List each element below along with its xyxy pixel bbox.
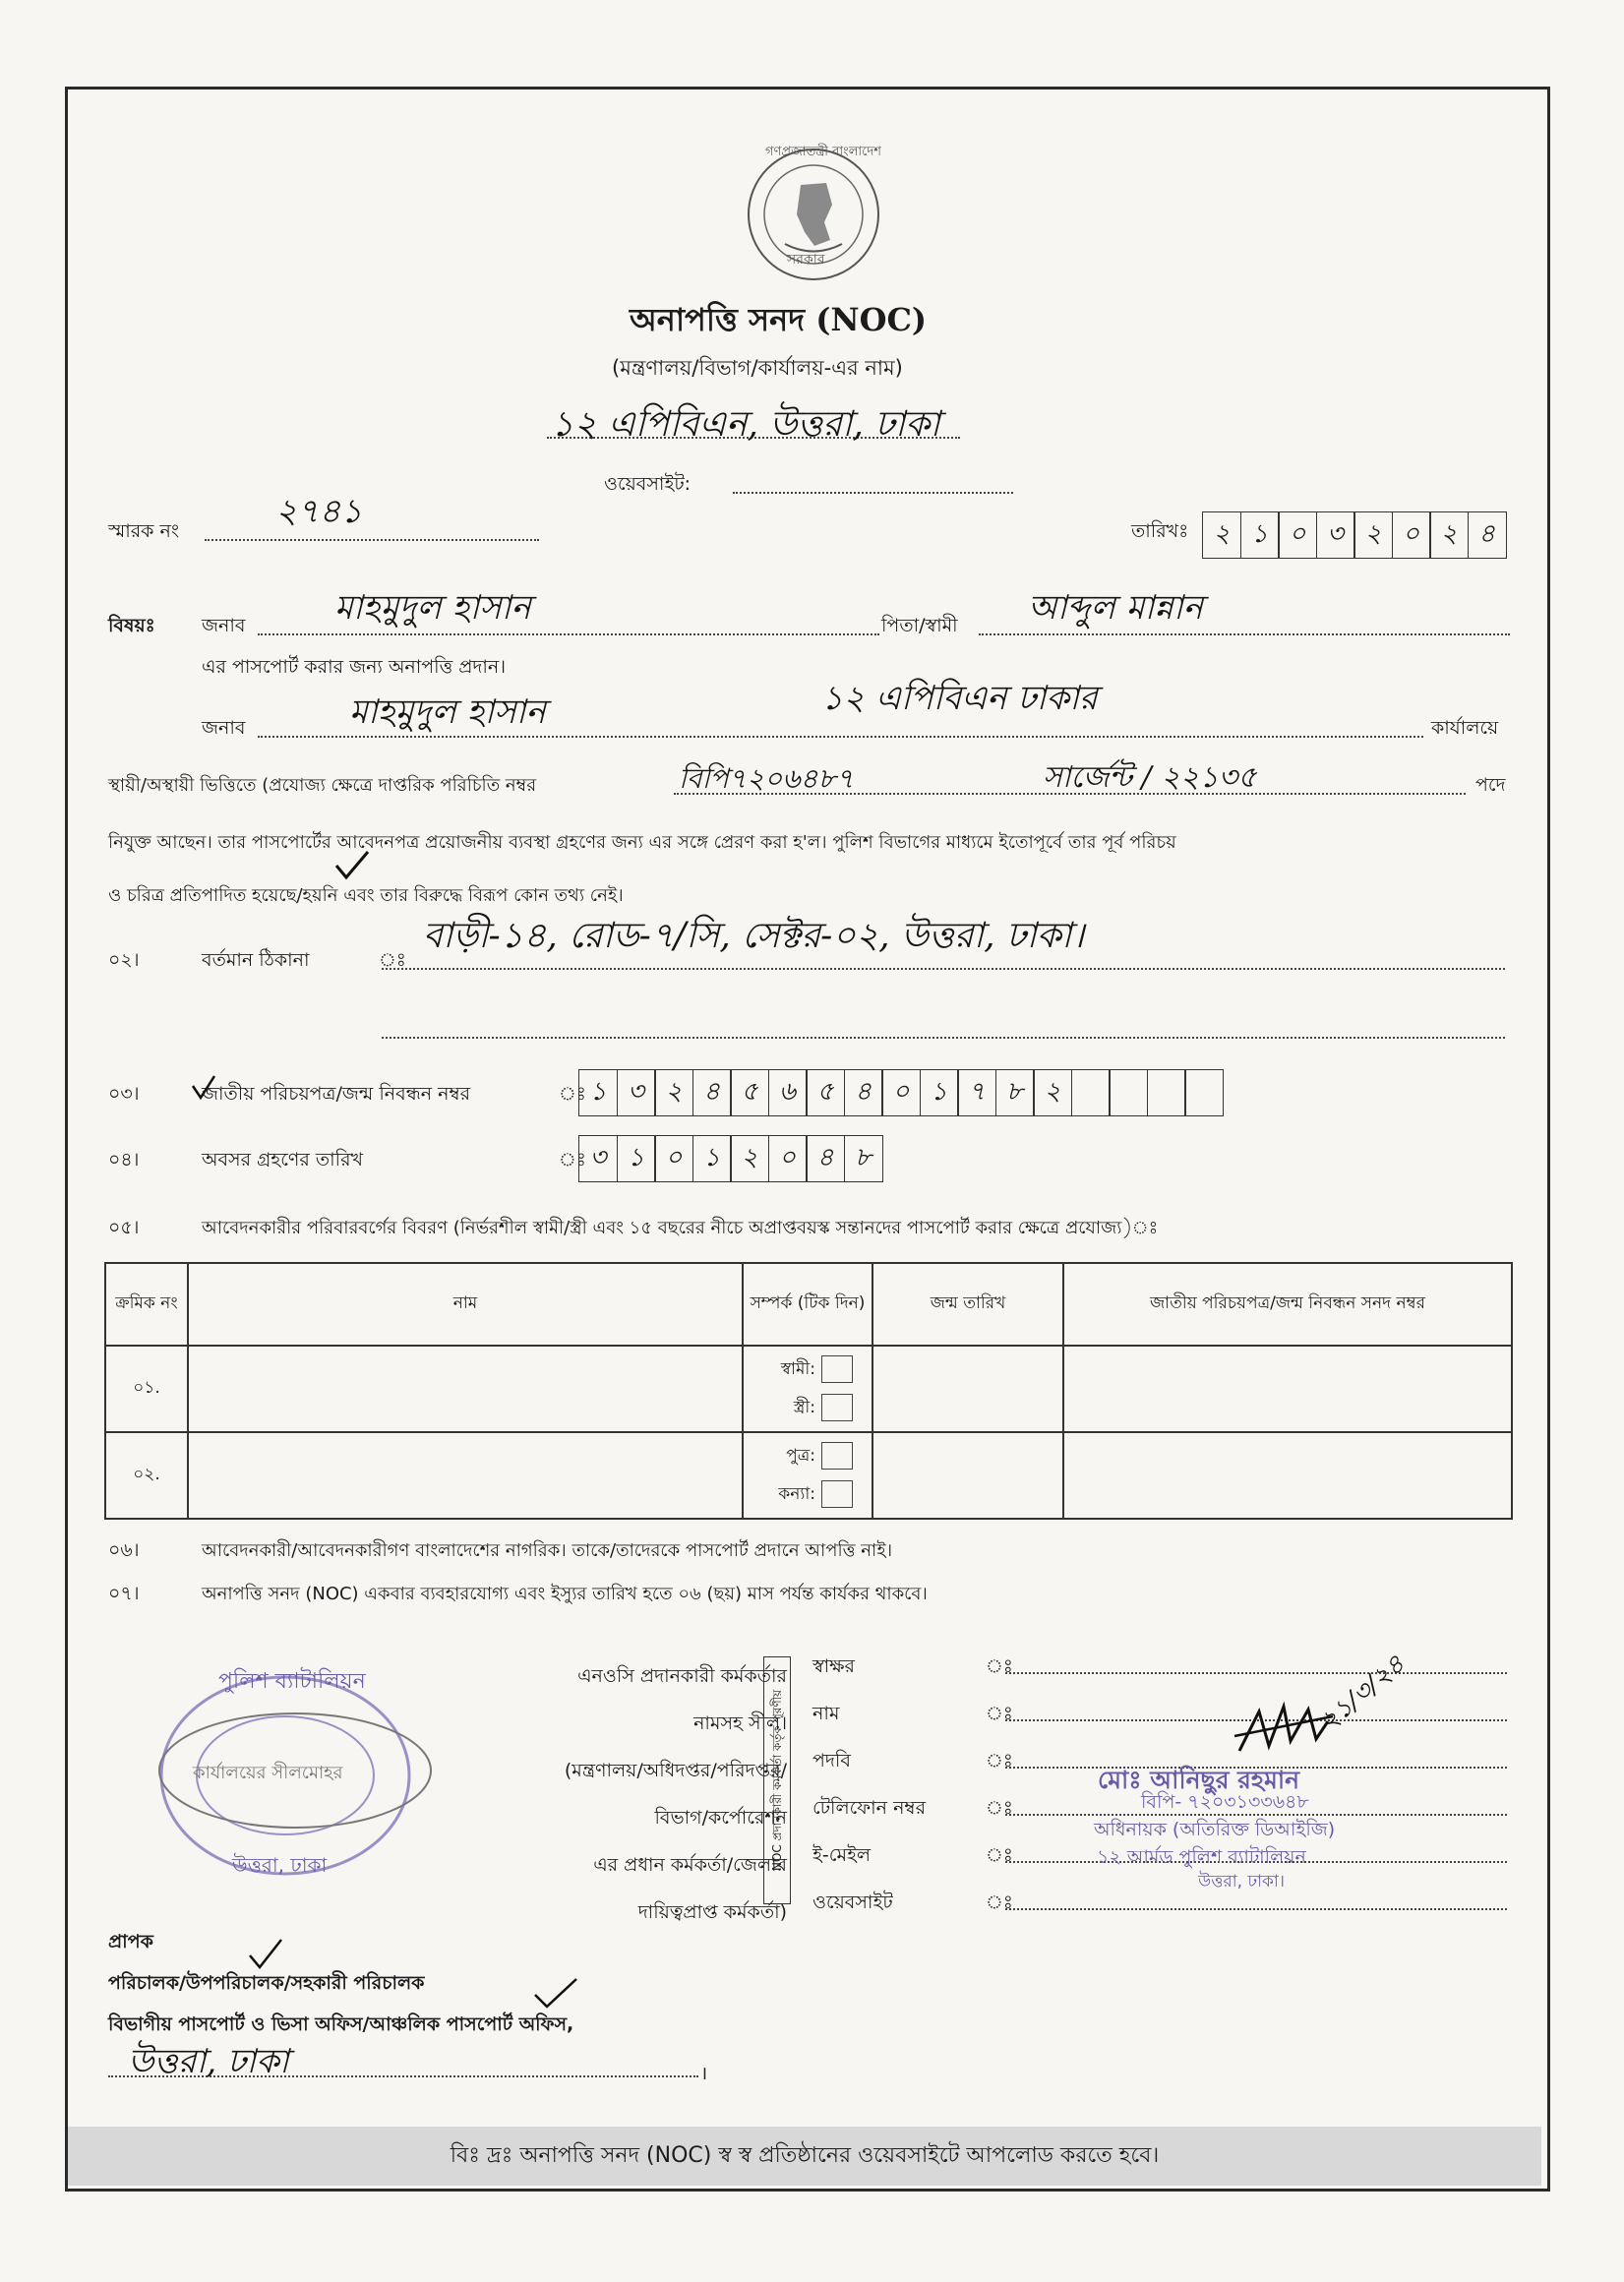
signatory-line: (মন্ত্রণালয়/অধিদপ্তর/পরিদপ্তর/ [564, 1760, 787, 1781]
body-pode: পদে [1475, 774, 1506, 796]
item-06-label: আবেদনকারী/আবেদনকারীগণ বাংলাদেশের নাগরিক। তাকে/তাদেরকে পাসপোর্ট প্রদানে আপত্তি নাই। [202, 1540, 893, 1561]
body-para1: নিযুক্ত আছেন। তার পাসপোর্টের আবেদনপত্র প্রয়োজনীয় ব্যবস্থা গ্রহণের জন্য এর সঙ্গে প্রেরণ করা হ'ল। পুলিশ বিভাগের মাধ্যমে ইতোপূর্বে তার পূর্ব পরিচয় [108, 832, 1176, 853]
subject-name-value: মাহমুদুল হাসান [334, 588, 531, 628]
address-line-1 [382, 968, 1505, 970]
nid-digit [1109, 1069, 1148, 1116]
retire-digit: ১ [617, 1135, 656, 1182]
seal-bp: বিপি- ৭২০৩১৩৩৬৪৮ [1141, 1791, 1309, 1813]
row-serial: ০১. [105, 1346, 188, 1432]
nid-digit: ২ [654, 1069, 693, 1116]
col-dob: জন্ম তারিখ [872, 1263, 1063, 1346]
nid-digit: ৮ [995, 1069, 1035, 1116]
website-line [733, 492, 1013, 494]
colon: ঃ [986, 1892, 1013, 1913]
item-05-number: ০৫। [108, 1217, 140, 1238]
nid-digit: ৭ [957, 1069, 996, 1116]
body-para2: ও চরিত্র প্রতিপাদিত হয়েছে/হয়নি এবং তার বিরুদ্ধে বিরূপ কোন তথ্য নেই। [108, 885, 624, 906]
field-label: নাম [812, 1703, 840, 1724]
colon: ঃ [986, 1750, 1013, 1772]
signatory-line: বিভাগ/কর্পোরেশন [654, 1807, 787, 1829]
signature-date: ২১/৩/২৪ [1314, 1649, 1412, 1737]
date-label: তারিখঃ [1131, 520, 1189, 542]
date-digit: ০ [1278, 511, 1317, 559]
item-04-number: ০৪। [108, 1149, 140, 1171]
seal-unit: ১২ আর্মড পুলিশ ব্যাটালিয়ন [1097, 1846, 1306, 1868]
body-janab-label: জনাব [202, 717, 246, 739]
item-07-label: অনাপত্তি সনদ (NOC) একবার ব্যবহারযোগ্য এবং ইস্যুর তারিখ হতে ০৬ (ছয়) মাস পর্যন্ত কার্যকর থাকবে। [202, 1584, 928, 1604]
item-07-number: ০৭। [108, 1583, 140, 1604]
date-digit: ০ [1392, 511, 1431, 559]
colon: ঃ [986, 1797, 1013, 1819]
item-03-number: ০৩। [108, 1083, 140, 1105]
seal-name: মোঃ আনিছুর রহমান [1098, 1766, 1300, 1794]
signatory-line: দায়িত্বপ্রাপ্ত কর্মকর্তা) [637, 1901, 787, 1923]
checkmark-icon [246, 1936, 285, 1971]
relation-checkbox[interactable] [821, 1442, 853, 1470]
nid-digit [1184, 1069, 1224, 1116]
recipient-line2: বিভাগীয় পাসপোর্ট ও ভিসা অফিস/আঞ্চলিক পাসপোর্ট অফিস, [108, 2013, 574, 2035]
field-label: ওয়েবসাইট [812, 1892, 893, 1913]
footer-note-text: বিঃ দ্রঃ অনাপত্তি সনদ (NOC) স্ব স্ব প্রতিষ্ঠানের ওয়েবসাইটে আপলোড করতে হবে। [450, 2142, 1160, 2168]
body-office-suffix: কার্যালয়ে [1431, 717, 1499, 739]
nid-digit: ০ [881, 1069, 921, 1116]
row-nid-cell [1063, 1432, 1512, 1519]
item-02-number: ০২। [108, 949, 140, 971]
signatory-line: এনওসি প্রদানকারী কর্মকর্তার [577, 1665, 787, 1687]
seal-title: অধিনায়ক (অতিরিক্ত ডিআইজি) [1094, 1819, 1336, 1840]
memo-label: স্মারক নং [108, 520, 180, 542]
relation-label: কন্যা: [778, 1484, 815, 1504]
item-03-colon: ঃ [559, 1083, 586, 1105]
date-digit: ২ [1429, 511, 1469, 559]
field-label: স্বাক্ষর [812, 1655, 855, 1677]
row-dob-cell [872, 1432, 1063, 1519]
col-nid: জাতীয় পরিচয়পত্র/জন্ম নিবন্ধন সনদ নম্বর [1063, 1263, 1512, 1346]
date-boxes [1202, 511, 1505, 559]
relation-checkbox[interactable] [821, 1394, 853, 1421]
website-label: ওয়েবসাইট: [604, 473, 692, 495]
checkmark-icon [531, 1975, 580, 2011]
footer-note [68, 2127, 1541, 2186]
retire-date-boxes [578, 1135, 881, 1182]
address-value: বাড়ী-১৪, রোড-৭/সি, সেক্টর-০২, উত্তরা, ঢাকা। [423, 916, 1085, 956]
retire-digit: ৮ [844, 1135, 883, 1182]
nid-digit: ৪ [844, 1069, 883, 1116]
relation-checkbox[interactable] [821, 1355, 853, 1383]
page-title: অনাপত্তি সনদ (NOC) [630, 301, 928, 338]
subject-line2: এর পাসপোর্ট করার জন্য অনাপত্তি প্রদান। [202, 656, 507, 678]
memo-value: ২৭৪১ [275, 492, 363, 531]
body-rank-value: সার্জেন্ট / ২২১৩৫ [1043, 760, 1257, 795]
date-digit: ৪ [1468, 511, 1507, 559]
signatory-colons [986, 1643, 1013, 1926]
retire-digit: ০ [654, 1135, 693, 1182]
signatory-line: এর প্রধান কর্মকর্তা/জেলার [593, 1854, 787, 1876]
row-name-cell [188, 1346, 743, 1432]
nid-digit: ১ [578, 1069, 618, 1116]
col-relation: সম্পর্ক (টিক দিন) [743, 1263, 872, 1346]
nid-digit: ৩ [617, 1069, 656, 1116]
col-name: নাম [188, 1263, 743, 1346]
date-digit: ১ [1240, 511, 1280, 559]
item-06-number: ০৬। [108, 1539, 140, 1561]
date-digit: ২ [1353, 511, 1393, 559]
retire-digit: ৪ [806, 1135, 845, 1182]
emblem-text-bottom: সরকার [787, 252, 825, 268]
nid-boxes [578, 1069, 1223, 1116]
nid-digit: ১ [920, 1069, 959, 1116]
memo-line [205, 539, 539, 541]
field-label: ই-মেইল [812, 1844, 872, 1866]
seal-bottom-text: উত্তরা, ঢাকা [232, 1853, 328, 1877]
item-04-label: অবসর গ্রহণের তারিখ [202, 1149, 364, 1171]
retire-digit: ০ [768, 1135, 808, 1182]
row-serial: ০২. [105, 1432, 188, 1519]
seal-place: উত্তরা, ঢাকা। [1198, 1872, 1285, 1892]
office-name-handwritten: ১২ এপিবিএন, উত্তরা, ঢাকা [551, 404, 940, 445]
recipient-line1: পরিচালক/উপপরিচালক/সহকারী পরিচালক [108, 1972, 425, 1994]
colon: ঃ [986, 1844, 1013, 1866]
item-05-label: আবেদনকারীর পরিবারবর্গের বিবরণ (নির্ভরশীল স্বামী/স্ত্রী এবং ১৫ বছরের নীচে অপ্রাপ্তবয়স্ক সন্তানদের পাসপোর্ট করার ক্ষেত্রে প্রযোজ্য)ঃ [202, 1218, 1159, 1238]
item-03-label: জাতীয় পরিচয়পত্র/জন্ম নিবন্ধন নম্বর [202, 1083, 471, 1105]
nid-digit: ৫ [806, 1069, 845, 1116]
retire-digit: ১ [692, 1135, 732, 1182]
body-id-label: স্থায়ী/অস্থায়ী ভিত্তিতে (প্রযোজ্য ক্ষেত্রে দাপ্তরিক পরিচিতি নম্বর [108, 775, 537, 796]
seal-inner-text: কার্যালয়ের সীলমোহর [193, 1763, 343, 1783]
item-04-colon: ঃ [559, 1149, 586, 1171]
subject-janab-label: জনাব [202, 615, 246, 636]
field-line [1005, 1908, 1507, 1910]
seal-outer-text: পুলিশ ব্যাটালিয়ন [218, 1669, 366, 1694]
recipient-handwritten: উত্তরা, ঢাকা [128, 2042, 289, 2081]
date-digit: ২ [1202, 511, 1241, 559]
family-table [104, 1262, 1513, 1520]
relation-label: স্বামী: [780, 1359, 815, 1379]
nid-digit: ৫ [730, 1069, 769, 1116]
relation-label: পুত্র: [786, 1446, 815, 1466]
row-nid-cell [1063, 1346, 1512, 1432]
nid-digit [1147, 1069, 1186, 1116]
date-digit: ৩ [1316, 511, 1355, 559]
body-name-value: মাহমুদুল হাসান [349, 692, 546, 732]
page-subtitle: (মন্ত্রণালয়/বিভাগ/কার্যালয়-এর নাম) [612, 356, 903, 380]
subject-label: বিষয়ঃ [108, 615, 155, 636]
signatory-vertical-label: NOC প্রদানকারী কর্মকর্তা কর্তৃক পূরণীয় [763, 1656, 791, 1904]
body-id-value: বিপি৭২০৬৪৮৭ [679, 762, 854, 795]
father-label: পিতা/স্বামী [881, 615, 958, 636]
checkmark-icon [332, 848, 372, 881]
signatory-line: নামসহ সীল। [693, 1712, 787, 1734]
father-value: আব্দুল মান্নান [1028, 588, 1203, 628]
item-02-colon: ঃ [379, 949, 406, 971]
nid-digit [1071, 1069, 1111, 1116]
address-line-2 [382, 1037, 1505, 1039]
signatory-fields [812, 1643, 926, 1926]
nid-digit: ৬ [768, 1069, 808, 1116]
table-row [105, 1432, 1512, 1519]
row-name-cell [188, 1432, 743, 1519]
field-label: টেলিফোন নম্বর [812, 1797, 927, 1819]
signatory-left-text [433, 1652, 787, 1936]
item-02-label: বর্তমান ঠিকানা [202, 949, 310, 971]
nid-digit: ২ [1033, 1069, 1072, 1116]
colon: ঃ [986, 1655, 1013, 1677]
emblem-text-top: গণপ্রজাতন্ত্রী বাংলাদেশ [765, 145, 881, 159]
colon: ঃ [986, 1703, 1013, 1724]
recipient-end: । [700, 2063, 708, 2084]
retire-digit: ২ [730, 1135, 769, 1182]
retire-digit: ৩ [578, 1135, 618, 1182]
col-serial: ক্রমিক নং [105, 1263, 188, 1346]
field-line [1005, 1672, 1507, 1674]
body-office-value: ১২ এপিবিএন ঢাকার [821, 679, 1098, 718]
table-row [105, 1346, 1512, 1432]
recipient-label: প্রাপক [108, 1931, 153, 1952]
relation-label: স্ত্রী: [793, 1398, 815, 1417]
relation-checkbox[interactable] [821, 1480, 853, 1508]
nid-digit: ৪ [692, 1069, 732, 1116]
field-label: পদবি [812, 1750, 851, 1772]
row-dob-cell [872, 1346, 1063, 1432]
